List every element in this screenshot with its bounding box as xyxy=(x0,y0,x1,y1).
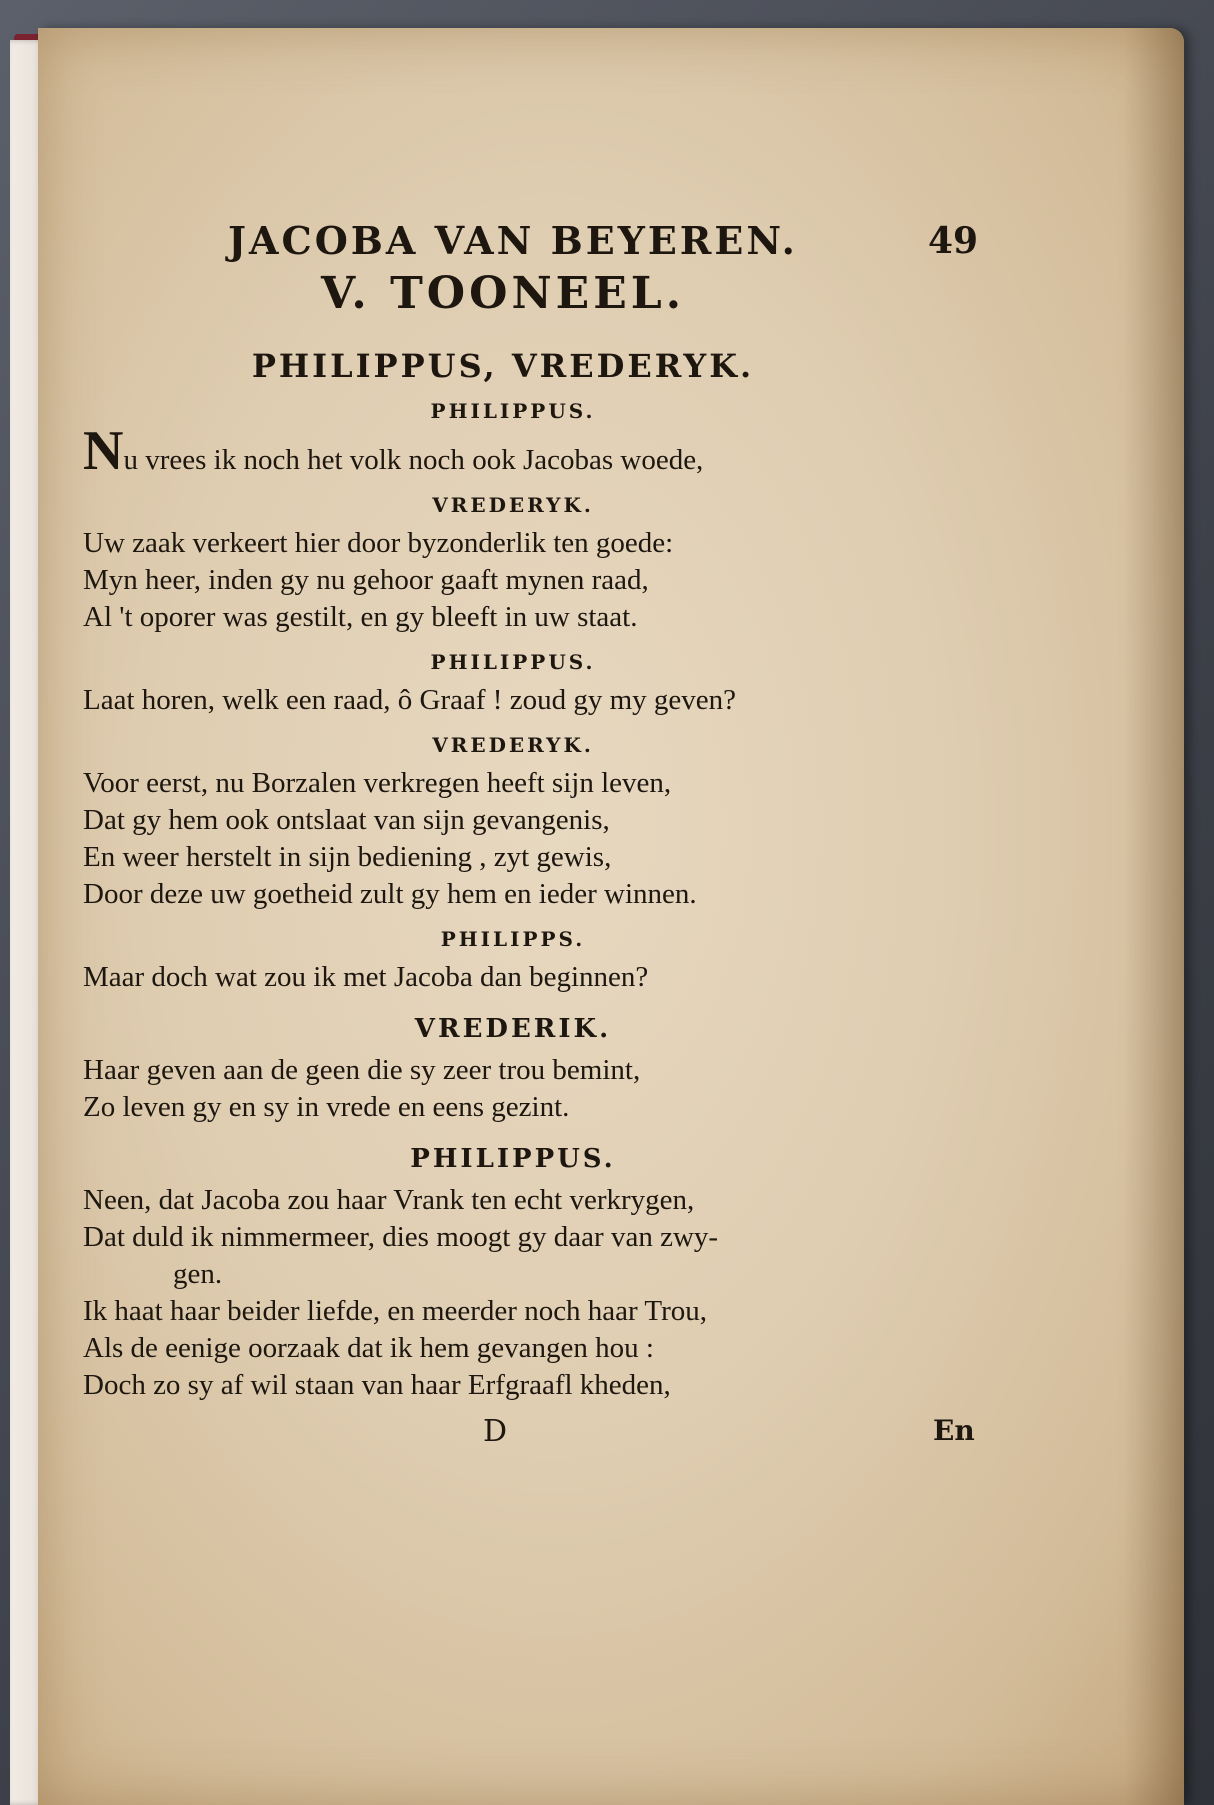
speaker-label: VREDERYK. xyxy=(432,493,594,517)
page-footer xyxy=(83,1414,983,1458)
verse-line: Dat gy hem ook ontslaat van sijn gevangenis, xyxy=(83,804,610,836)
speaker-label: VREDERIK. xyxy=(414,1014,612,1044)
verse-line: Doch zo sy af wil staan van haar Erfgraafl kheden, xyxy=(83,1369,671,1401)
running-title: JACOBA VAN BEYEREN. xyxy=(228,218,798,263)
verse-line: Maar doch wat zou ik met Jacoba dan beginnen? xyxy=(83,961,649,993)
verse-line: En weer herstelt in sijn bediening , zyt gewis, xyxy=(83,841,612,873)
speaker-label: VREDERYK. xyxy=(432,733,594,757)
verse-line-text: u vrees ik noch het volk noch xyxy=(123,444,465,476)
verse-line: Neen, dat Jacoba zou haar Vrank ten echt verkrygen, xyxy=(83,1184,695,1216)
verse-line: Door deze uw goetheid zult gy hem en ieder winnen. xyxy=(83,878,697,910)
speaker-label: PHILIPPUS. xyxy=(410,1144,616,1174)
cast-list: PHILIPPUS, VREDERYK. xyxy=(251,347,755,385)
speaker-label: PHILIPPUS. xyxy=(430,650,596,674)
book-page xyxy=(38,28,1184,1805)
verse-line: Laat horen, welk een raad, ô Graaf ! zoud gy my geven? xyxy=(83,684,737,716)
verse-line: Myn heer, inden gy nu gehoor gaaft mynen raad, xyxy=(83,564,649,596)
running-head xyxy=(83,178,983,263)
drop-cap: N xyxy=(83,420,124,482)
verse-line: Uw zaak verkeert hier door byzonderlik ten goede: xyxy=(83,527,674,559)
catchword: En xyxy=(933,1414,975,1447)
signature-mark: D xyxy=(483,1414,508,1449)
page-text xyxy=(83,178,983,1458)
verse-line: gen. xyxy=(173,1258,223,1290)
scene-heading: V. TOONEEL. xyxy=(320,268,686,319)
verse-line: Voor eerst, nu Borzalen verkregen heeft sijn leven, xyxy=(83,767,672,799)
verse-line xyxy=(83,420,983,482)
speaker-label: PHILIPPUS. xyxy=(430,399,596,423)
page-number: 49 xyxy=(928,220,979,262)
page-shadow xyxy=(1124,28,1184,1805)
speaker-label: PHILIPPS. xyxy=(440,927,586,951)
verse-line: Ik haat haar beider liefde, en meerder noch haar Trou, xyxy=(83,1295,708,1327)
verse-line: Al 't oporer was gestilt, en gy bleeft in uw staat. xyxy=(83,601,638,633)
verse-line: Als de eenige oorzaak dat ik hem gevangen hou : xyxy=(83,1332,654,1364)
verse-line: Zo leven gy en sy in vrede en eens gezint. xyxy=(83,1091,570,1123)
verse-line: Haar geven aan de geen die sy zeer trou bemint, xyxy=(83,1054,641,1086)
verse-line: Dat duld ik nimmermeer, dies moogt gy daar van zwy- xyxy=(83,1221,719,1253)
verse-line-text: ook Jacobas woede, xyxy=(472,444,704,476)
